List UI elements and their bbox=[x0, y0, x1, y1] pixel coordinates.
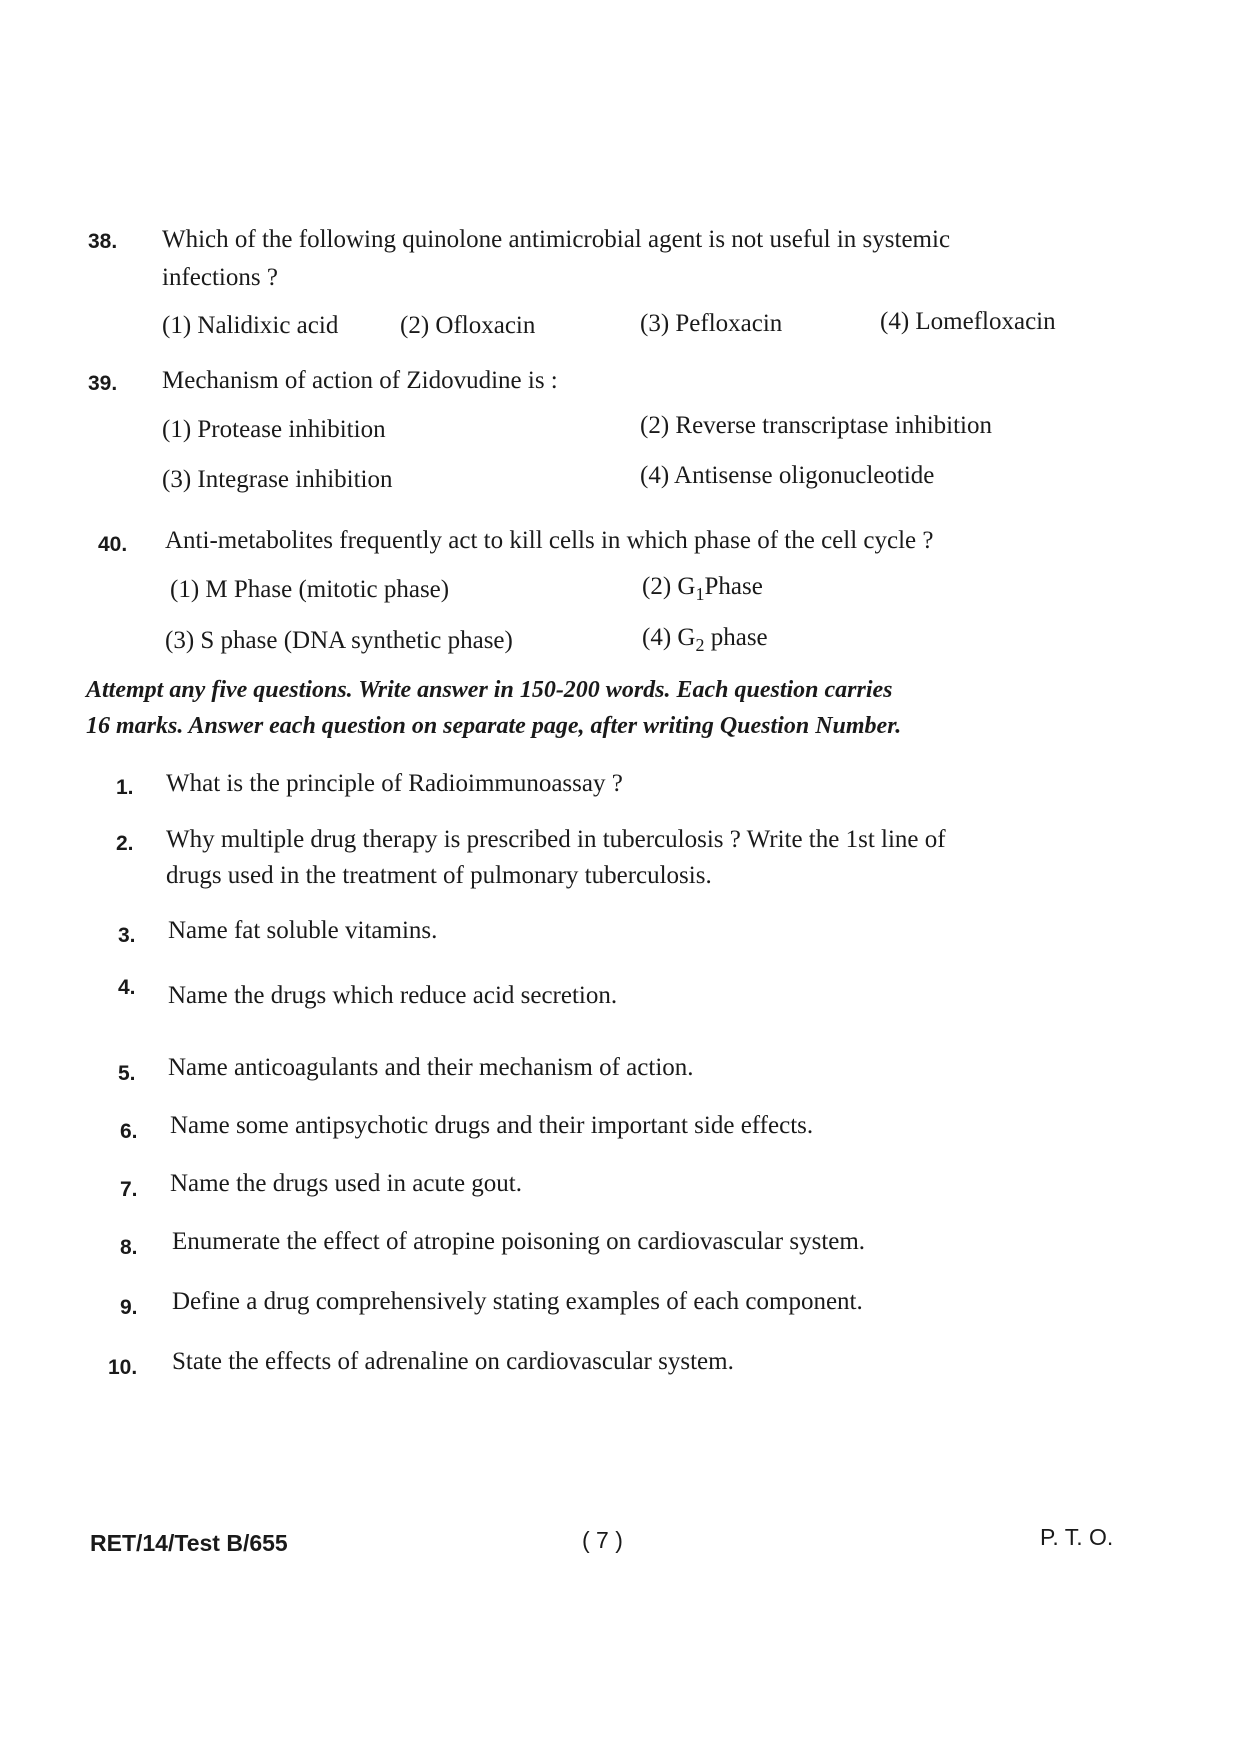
mcq-39-option-2: (2) Reverse transcriptase inhibition bbox=[640, 412, 992, 439]
question-9-text: Define a drug comprehensively stating examples of each component. bbox=[172, 1288, 863, 1315]
question-7-number: 7. bbox=[120, 1178, 138, 1201]
question-4-number: 4. bbox=[118, 976, 136, 999]
question-3-number: 3. bbox=[118, 924, 136, 947]
mcq-38-option-3: (3) Pefloxacin bbox=[640, 310, 783, 337]
instructions-line-2: 16 marks. Answer each question on separate page, after writing Question Number. bbox=[86, 713, 902, 739]
mcq-39-option-4: (4) Antisense oligonucleotide bbox=[640, 462, 935, 489]
mcq-38-option-4: (4) Lomefloxacin bbox=[880, 308, 1056, 335]
mcq-39-question: Mechanism of action of Zidovudine is : bbox=[162, 367, 558, 394]
question-2-text: Why multiple drug therapy is prescribed in tuberculosis ? Write the 1st line of bbox=[166, 826, 946, 853]
question-2-text-cont: drugs used in the treatment of pulmonary tuberculosis. bbox=[166, 862, 712, 889]
mcq-38-option-2: (2) Ofloxacin bbox=[400, 312, 536, 339]
question-7-text: Name the drugs used in acute gout. bbox=[170, 1170, 522, 1197]
mcq-39-option-1: (1) Protease inhibition bbox=[162, 416, 386, 443]
mcq-40-option-2: (2) $G_1Phase$ bbox=[642, 573, 763, 604]
question-10-text: State the effects of adrenaline on cardiovascular system. bbox=[172, 1348, 734, 1375]
question-2-number: 2. bbox=[116, 832, 134, 855]
mcq-40-option-4: (4) $G_2$ phase bbox=[642, 624, 768, 655]
mcq-38-option-1: (1) Nalidixic acid bbox=[162, 312, 339, 339]
question-6-number: 6. bbox=[120, 1120, 138, 1143]
question-3-text: Name fat soluble vitamins. bbox=[168, 917, 438, 944]
question-8-text: Enumerate the effect of atropine poisoning on cardiovascular system. bbox=[172, 1228, 866, 1255]
question-4-text: Name the drugs which reduce acid secretion. bbox=[168, 982, 618, 1009]
footer-page-number: ( 7 ) bbox=[582, 1527, 623, 1553]
question-10-number: 10. bbox=[108, 1356, 138, 1379]
mcq-40-option-1: (1) M Phase (mitotic phase) bbox=[170, 576, 450, 603]
mcq-38-number: 38. bbox=[88, 230, 118, 253]
question-6-text: Name some antipsychotic drugs and their important side effects. bbox=[170, 1112, 814, 1139]
question-1-text: What is the principle of Radioimmunoassay ? bbox=[166, 770, 623, 797]
footer-test-code: RET/14/Test B/655 bbox=[90, 1530, 288, 1556]
mcq-40-question: Anti-metabolites frequently act to kill cells in which phase of the cell cycle ? bbox=[165, 527, 934, 554]
mcq-38-question-cont: infections ? bbox=[162, 264, 278, 291]
instructions-line-1: Attempt any five questions. Write answer in 150-200 words. Each question carries bbox=[86, 677, 893, 703]
mcq-38-question: Which of the following quinolone antimicrobial agent is not useful in systemic bbox=[162, 226, 951, 253]
question-5-number: 5. bbox=[118, 1062, 136, 1085]
mcq-40-option-3: (3) S phase (DNA synthetic phase) bbox=[165, 627, 513, 654]
mcq-39-option-3: (3) Integrase inhibition bbox=[162, 466, 393, 493]
mcq-39-number: 39. bbox=[88, 372, 118, 395]
question-9-number: 9. bbox=[120, 1296, 138, 1319]
question-1-number: 1. bbox=[116, 776, 134, 799]
question-8-number: 8. bbox=[120, 1236, 138, 1259]
footer-pto: P. T. O. bbox=[1040, 1524, 1114, 1550]
mcq-40-number: 40. bbox=[98, 533, 128, 556]
question-5-text: Name anticoagulants and their mechanism of action. bbox=[168, 1054, 694, 1081]
